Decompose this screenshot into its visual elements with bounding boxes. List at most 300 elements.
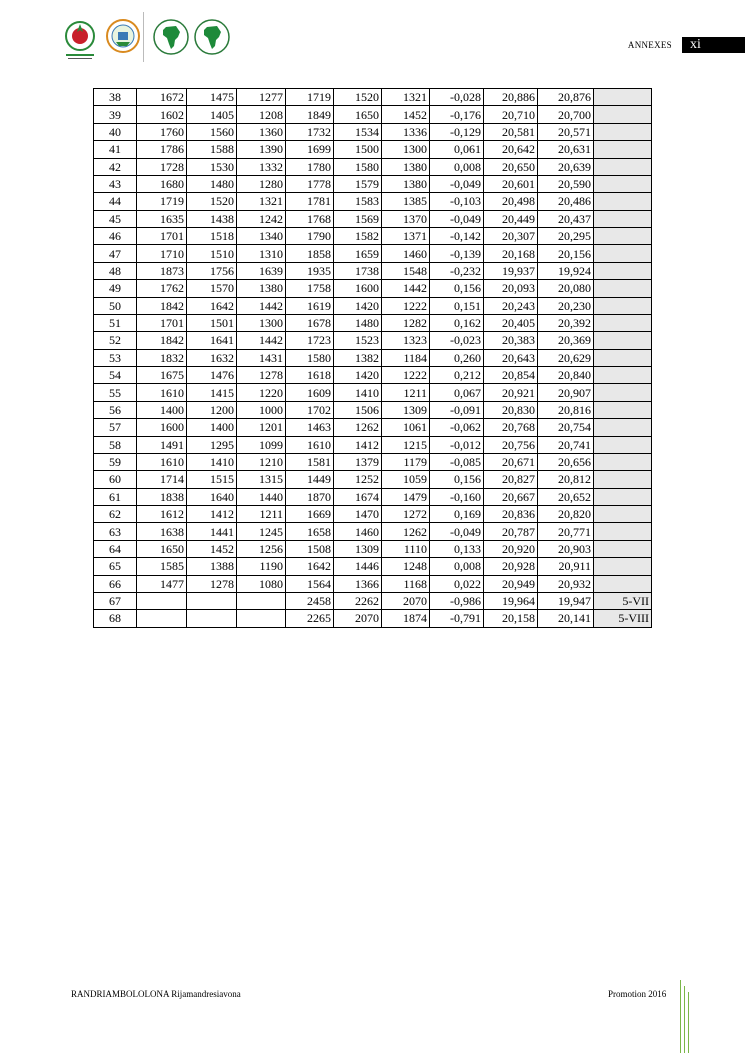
- table-cell: 1262: [382, 523, 430, 540]
- table-cell: 1728: [137, 158, 187, 175]
- table-cell: 43: [94, 175, 137, 192]
- table-cell: 1282: [382, 314, 430, 331]
- table-cell: 1680: [137, 175, 187, 192]
- table-body: [94, 89, 652, 628]
- table-cell: 20,820: [538, 506, 594, 523]
- table-cell: 1650: [334, 106, 382, 123]
- table-cell: 1642: [187, 297, 237, 314]
- table-cell: 2262: [334, 592, 382, 609]
- page-header-right: [628, 37, 745, 53]
- table-cell: 38: [94, 89, 137, 106]
- table-cell: 1370: [382, 210, 430, 227]
- table-cell: 61: [94, 488, 137, 505]
- table-cell: 0,151: [430, 297, 484, 314]
- table-cell: 1256: [237, 540, 286, 557]
- table-cell: 65: [94, 558, 137, 575]
- table-cell: 1438: [187, 210, 237, 227]
- table-cell: [594, 314, 652, 331]
- table-row: [94, 314, 652, 331]
- table-row: [94, 332, 652, 349]
- table-cell: 20,671: [484, 453, 538, 470]
- table-cell: 1520: [334, 89, 382, 106]
- table-cell: [594, 384, 652, 401]
- table-cell: 1300: [237, 314, 286, 331]
- table-cell: 20,827: [484, 471, 538, 488]
- table-row: [94, 471, 652, 488]
- table-cell: 1702: [286, 401, 334, 418]
- table-cell: -0,142: [430, 228, 484, 245]
- table-cell: [594, 245, 652, 262]
- table-cell: 1340: [237, 228, 286, 245]
- decor-line: [688, 992, 689, 1053]
- table-cell: 1400: [187, 419, 237, 436]
- table-cell: [594, 540, 652, 557]
- table-cell: 1300: [382, 141, 430, 158]
- table-cell: 1252: [334, 471, 382, 488]
- table-cell: 1842: [137, 297, 187, 314]
- table-cell: 1639: [237, 262, 286, 279]
- table-cell: -0,049: [430, 523, 484, 540]
- table-cell: [594, 488, 652, 505]
- table-cell: 40: [94, 123, 137, 140]
- table-cell: 19,964: [484, 592, 538, 609]
- table-row: [94, 419, 652, 436]
- table-cell: 1248: [382, 558, 430, 575]
- table-cell: [594, 471, 652, 488]
- table-cell: 20,656: [538, 453, 594, 470]
- table-cell: [594, 123, 652, 140]
- table-cell: 1211: [382, 384, 430, 401]
- table-row: [94, 610, 652, 627]
- table-row: [94, 401, 652, 418]
- table-cell: 1635: [137, 210, 187, 227]
- table-cell: 20,756: [484, 436, 538, 453]
- table-cell: 1366: [334, 575, 382, 592]
- table-cell: 20,080: [538, 280, 594, 297]
- table-cell: 1380: [382, 175, 430, 192]
- table-cell: 5-VII: [594, 592, 652, 609]
- table-cell: 20,369: [538, 332, 594, 349]
- table-cell: 1849: [286, 106, 334, 123]
- table-cell: 1059: [382, 471, 430, 488]
- table-cell: 42: [94, 158, 137, 175]
- table-cell: 0,260: [430, 349, 484, 366]
- table-cell: 20,498: [484, 193, 538, 210]
- table-cell: 50: [94, 297, 137, 314]
- table-cell: 1477: [137, 575, 187, 592]
- table-cell: 1781: [286, 193, 334, 210]
- table-cell: -0,085: [430, 453, 484, 470]
- table-cell: 1632: [187, 349, 237, 366]
- table-cell: 1858: [286, 245, 334, 262]
- table-cell: 1602: [137, 106, 187, 123]
- table-cell: 20,639: [538, 158, 594, 175]
- table-cell: 1674: [334, 488, 382, 505]
- table-cell: [594, 228, 652, 245]
- table-cell: 62: [94, 506, 137, 523]
- table-cell: 20,903: [538, 540, 594, 557]
- table-cell: 1510: [187, 245, 237, 262]
- logo-divider: [143, 12, 144, 62]
- table-cell: 2070: [382, 592, 430, 609]
- table-cell: 1641: [187, 332, 237, 349]
- table-row: [94, 349, 652, 366]
- table-cell: 1410: [187, 453, 237, 470]
- table-cell: 1475: [187, 89, 237, 106]
- table-cell: 47: [94, 245, 137, 262]
- table-cell: 1642: [286, 558, 334, 575]
- table-cell: 60: [94, 471, 137, 488]
- table-row: [94, 488, 652, 505]
- footer-promotion: Promotion 2016: [608, 989, 667, 999]
- table-cell: 1222: [382, 367, 430, 384]
- table-cell: 1762: [137, 280, 187, 297]
- table-cell: [137, 610, 187, 627]
- table-cell: 20,449: [484, 210, 538, 227]
- table-cell: 1935: [286, 262, 334, 279]
- table-cell: 1778: [286, 175, 334, 192]
- table-cell: 1580: [286, 349, 334, 366]
- table-cell: 19,924: [538, 262, 594, 279]
- table-row: [94, 575, 652, 592]
- table-cell: 20,243: [484, 297, 538, 314]
- table-cell: 0,022: [430, 575, 484, 592]
- table-cell: 1200: [187, 401, 237, 418]
- table-row: [94, 262, 652, 279]
- table-cell: 1449: [286, 471, 334, 488]
- table-cell: 1619: [286, 297, 334, 314]
- table-cell: [594, 419, 652, 436]
- table-cell: [594, 175, 652, 192]
- table-cell: 1530: [187, 158, 237, 175]
- table-cell: 1570: [187, 280, 237, 297]
- table-cell: 1412: [334, 436, 382, 453]
- table-cell: 1190: [237, 558, 286, 575]
- table-cell: 1452: [382, 106, 430, 123]
- table-cell: 44: [94, 193, 137, 210]
- table-cell: 66: [94, 575, 137, 592]
- table-row: [94, 558, 652, 575]
- table-cell: 1321: [382, 89, 430, 106]
- table-cell: [594, 349, 652, 366]
- table-cell: 1371: [382, 228, 430, 245]
- table-cell: 1500: [334, 141, 382, 158]
- table-cell: [594, 453, 652, 470]
- table-cell: 1508: [286, 540, 334, 557]
- table-cell: 0,169: [430, 506, 484, 523]
- table-row: [94, 523, 652, 540]
- table-cell: 20,650: [484, 158, 538, 175]
- table-cell: 20,710: [484, 106, 538, 123]
- table-cell: 1640: [187, 488, 237, 505]
- table-cell: 41: [94, 141, 137, 158]
- table-cell: -0,103: [430, 193, 484, 210]
- table-cell: 1201: [237, 419, 286, 436]
- table-cell: [594, 575, 652, 592]
- table-cell: 1479: [382, 488, 430, 505]
- table-cell: 1588: [187, 141, 237, 158]
- table-cell: 1442: [382, 280, 430, 297]
- table-cell: 20,812: [538, 471, 594, 488]
- table-cell: 1873: [137, 262, 187, 279]
- africa-logo-2-icon: [193, 18, 231, 56]
- table-cell: -0,012: [430, 436, 484, 453]
- table-cell: [594, 89, 652, 106]
- table-cell: 53: [94, 349, 137, 366]
- table-cell: 20,920: [484, 540, 538, 557]
- table-cell: [594, 158, 652, 175]
- table-row: [94, 592, 652, 609]
- table-cell: 20,643: [484, 349, 538, 366]
- table-cell: 1658: [286, 523, 334, 540]
- table-cell: 1612: [137, 506, 187, 523]
- table-cell: 1380: [382, 158, 430, 175]
- table-cell: 1184: [382, 349, 430, 366]
- table-cell: -0,176: [430, 106, 484, 123]
- table-cell: 1842: [137, 332, 187, 349]
- table-cell: 57: [94, 419, 137, 436]
- table-cell: 1710: [137, 245, 187, 262]
- table-cell: 1420: [334, 367, 382, 384]
- table-cell: 49: [94, 280, 137, 297]
- table-cell: 20,093: [484, 280, 538, 297]
- table-cell: 20,631: [538, 141, 594, 158]
- table-cell: 52: [94, 332, 137, 349]
- table-cell: [187, 592, 237, 609]
- table-cell: 1638: [137, 523, 187, 540]
- table-cell: [594, 523, 652, 540]
- table-cell: 19,937: [484, 262, 538, 279]
- table-row: [94, 453, 652, 470]
- table-cell: [237, 610, 286, 627]
- table-cell: 1760: [137, 123, 187, 140]
- table-row: [94, 367, 652, 384]
- table-cell: 1310: [237, 245, 286, 262]
- table-row: [94, 123, 652, 140]
- decor-line: [684, 986, 685, 1053]
- table-cell: 20,787: [484, 523, 538, 540]
- table-cell: 1610: [137, 384, 187, 401]
- table-cell: 20,156: [538, 245, 594, 262]
- table-cell: 20,754: [538, 419, 594, 436]
- table-cell: 20,158: [484, 610, 538, 627]
- table-cell: 0,156: [430, 471, 484, 488]
- table-cell: 20,836: [484, 506, 538, 523]
- table-row: [94, 158, 652, 175]
- school-logo-icon: [105, 18, 141, 54]
- table-row: [94, 384, 652, 401]
- table-cell: 20,230: [538, 297, 594, 314]
- table-cell: 1168: [382, 575, 430, 592]
- table-cell: 68: [94, 610, 137, 627]
- table-cell: 39: [94, 106, 137, 123]
- table-cell: 1582: [334, 228, 382, 245]
- table-cell: 1790: [286, 228, 334, 245]
- table-row: [94, 175, 652, 192]
- table-cell: -0,791: [430, 610, 484, 627]
- table-cell: 1382: [334, 349, 382, 366]
- table-cell: 20,876: [538, 89, 594, 106]
- table-cell: 1211: [237, 506, 286, 523]
- table-cell: 55: [94, 384, 137, 401]
- table-cell: 1280: [237, 175, 286, 192]
- table-cell: 20,886: [484, 89, 538, 106]
- table-cell: [594, 558, 652, 575]
- table-cell: 1405: [187, 106, 237, 123]
- table-cell: 1390: [237, 141, 286, 158]
- table-cell: 1309: [382, 401, 430, 418]
- table-cell: [594, 106, 652, 123]
- table-cell: [187, 610, 237, 627]
- table-cell: 1523: [334, 332, 382, 349]
- table-row: [94, 540, 652, 557]
- table-cell: 58: [94, 436, 137, 453]
- table-cell: 1719: [137, 193, 187, 210]
- table-cell: 1786: [137, 141, 187, 158]
- table-cell: 0,008: [430, 158, 484, 175]
- table-cell: 0,156: [430, 280, 484, 297]
- table-cell: 1242: [237, 210, 286, 227]
- table-cell: 1220: [237, 384, 286, 401]
- section-label: ANNEXES: [627, 40, 672, 50]
- table-cell: 20,932: [538, 575, 594, 592]
- table-cell: 1431: [237, 349, 286, 366]
- table-cell: 1309: [334, 540, 382, 557]
- table-cell: 1442: [237, 332, 286, 349]
- table-cell: 1400: [137, 401, 187, 418]
- table-cell: 1701: [137, 314, 187, 331]
- table-cell: 1208: [237, 106, 286, 123]
- table-cell: 0,067: [430, 384, 484, 401]
- table-cell: 1460: [334, 523, 382, 540]
- table-cell: 1832: [137, 349, 187, 366]
- table-cell: 1564: [286, 575, 334, 592]
- table-cell: 1452: [187, 540, 237, 557]
- table-cell: 1440: [237, 488, 286, 505]
- table-cell: 0,061: [430, 141, 484, 158]
- table-row: [94, 210, 652, 227]
- table-cell: 1441: [187, 523, 237, 540]
- table-cell: 1379: [334, 453, 382, 470]
- table-cell: -0,232: [430, 262, 484, 279]
- table-cell: 2265: [286, 610, 334, 627]
- table-cell: [594, 297, 652, 314]
- table-cell: -0,023: [430, 332, 484, 349]
- table-cell: 1470: [334, 506, 382, 523]
- table-cell: 20,581: [484, 123, 538, 140]
- table-cell: 1061: [382, 419, 430, 436]
- table-cell: [137, 592, 187, 609]
- table-cell: 1476: [187, 367, 237, 384]
- table-cell: 20,307: [484, 228, 538, 245]
- table-cell: 48: [94, 262, 137, 279]
- table-cell: [594, 280, 652, 297]
- table-cell: [594, 401, 652, 418]
- table-cell: 2458: [286, 592, 334, 609]
- table-cell: 1480: [187, 175, 237, 192]
- table-row: [94, 506, 652, 523]
- table-cell: 1410: [334, 384, 382, 401]
- table-cell: 1610: [286, 436, 334, 453]
- table-cell: 1442: [237, 297, 286, 314]
- footer-author: RANDRIAMBOLOLONA Rijamandresiavona: [71, 989, 241, 999]
- table-cell: 1675: [137, 367, 187, 384]
- table-cell: 1758: [286, 280, 334, 297]
- table-cell: 0,133: [430, 540, 484, 557]
- table-cell: 1569: [334, 210, 382, 227]
- table-cell: 20,652: [538, 488, 594, 505]
- table-cell: 1415: [187, 384, 237, 401]
- table-cell: 1609: [286, 384, 334, 401]
- table-cell: 63: [94, 523, 137, 540]
- table-row: [94, 141, 652, 158]
- data-table: [93, 88, 652, 628]
- table-cell: 2070: [334, 610, 382, 627]
- table-cell: 20,854: [484, 367, 538, 384]
- table-cell: 1360: [237, 123, 286, 140]
- table-cell: [594, 506, 652, 523]
- table-cell: 1780: [286, 158, 334, 175]
- table-cell: 20,571: [538, 123, 594, 140]
- table-cell: 1412: [187, 506, 237, 523]
- table-cell: 20,601: [484, 175, 538, 192]
- decor-line: [680, 980, 681, 1053]
- table-cell: 1463: [286, 419, 334, 436]
- table-cell: 1420: [334, 297, 382, 314]
- table-cell: 1723: [286, 332, 334, 349]
- table-cell: 1272: [382, 506, 430, 523]
- table-row: [94, 436, 652, 453]
- africa-logo-icon: [152, 18, 190, 56]
- table-cell: 20,642: [484, 141, 538, 158]
- table-cell: 1610: [137, 453, 187, 470]
- table-cell: [594, 332, 652, 349]
- table-cell: 1738: [334, 262, 382, 279]
- table-cell: 1321: [237, 193, 286, 210]
- table-cell: -0,160: [430, 488, 484, 505]
- table-cell: 20,907: [538, 384, 594, 401]
- table-cell: 1838: [137, 488, 187, 505]
- table-cell: [594, 436, 652, 453]
- university-logo-icon: [60, 18, 100, 62]
- header-logos: [60, 18, 235, 62]
- table-cell: 1295: [187, 436, 237, 453]
- table-cell: 19,947: [538, 592, 594, 609]
- table-cell: -0,091: [430, 401, 484, 418]
- table-cell: 20,486: [538, 193, 594, 210]
- table-cell: 0,008: [430, 558, 484, 575]
- table-cell: 1215: [382, 436, 430, 453]
- table-cell: 20,405: [484, 314, 538, 331]
- table-cell: 45: [94, 210, 137, 227]
- table-cell: 1099: [237, 436, 286, 453]
- table-cell: 20,771: [538, 523, 594, 540]
- table-cell: 46: [94, 228, 137, 245]
- table-cell: 20,949: [484, 575, 538, 592]
- table-row: [94, 89, 652, 106]
- table-cell: [594, 193, 652, 210]
- table-cell: 1719: [286, 89, 334, 106]
- table-cell: 1583: [334, 193, 382, 210]
- table-cell: 1336: [382, 123, 430, 140]
- table-row: [94, 297, 652, 314]
- table-cell: 1672: [137, 89, 187, 106]
- table-cell: 20,700: [538, 106, 594, 123]
- table-cell: 1388: [187, 558, 237, 575]
- table-cell: 1460: [382, 245, 430, 262]
- table-cell: [594, 367, 652, 384]
- table-cell: 1732: [286, 123, 334, 140]
